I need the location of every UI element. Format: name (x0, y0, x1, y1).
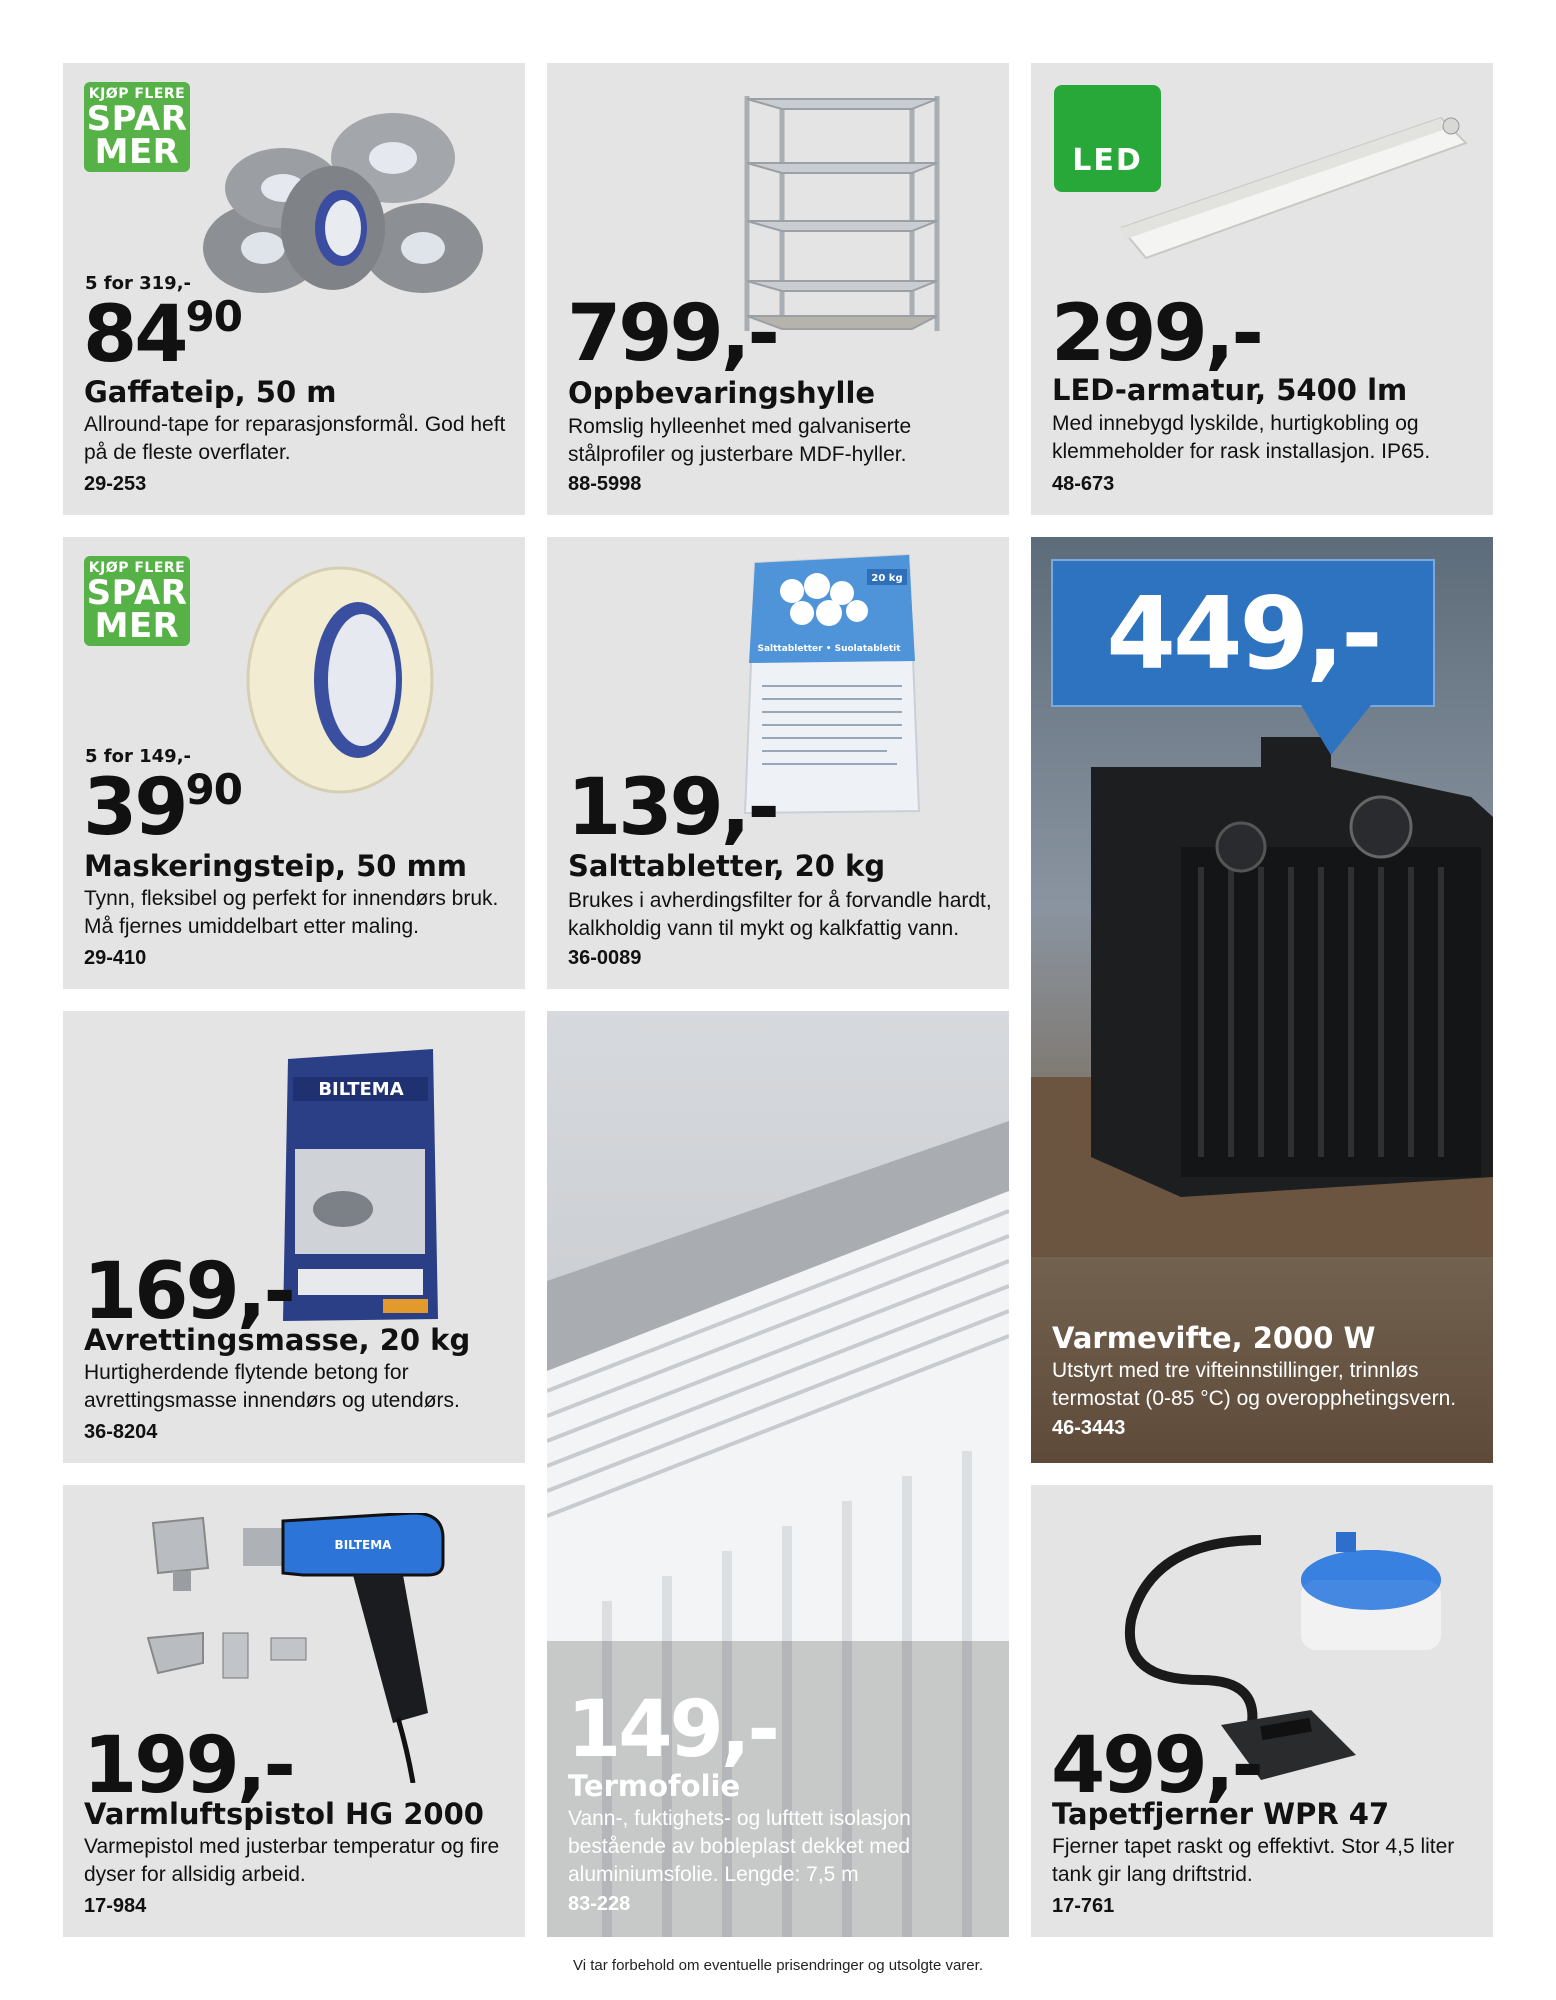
leveling-compound-bag-image (273, 1039, 443, 1329)
price: 149,- (567, 1685, 777, 1775)
price: 169,- (83, 1247, 293, 1337)
product-card-avretting[interactable] (63, 1011, 525, 1463)
product-card-salt[interactable] (547, 537, 1009, 989)
product-title: Varmluftspistol HG 2000 (84, 1797, 484, 1831)
product-title: Salttabletter, 20 kg (568, 849, 886, 883)
masking-tape-image (228, 555, 448, 795)
product-description: Brukes i avherdingsfilter for å forvandle hardt, kalkholdig vann til mykt og kalkfattig vann. (568, 889, 992, 940)
led-fixture-image (1121, 98, 1481, 278)
price: 299,- (1051, 289, 1261, 379)
price: 799,- (567, 289, 777, 379)
duct-tape-image (173, 98, 503, 298)
product-description: Vann-, fuktighets- og lufttett isolasjon bestående av bobleplast dekket med aluminiumsfolie. Lengde: 7,5 m (568, 1807, 911, 1886)
product-card-gaffateip[interactable] (63, 63, 525, 515)
svg-text:BILTEMA: BILTEMA (318, 1079, 404, 1100)
multi-buy-price: 5 for 319,- (85, 273, 192, 294)
product-title: Oppbevaringshylle (568, 376, 876, 410)
product-code: 83-228 (568, 1893, 631, 1915)
price: 139,- (567, 763, 777, 853)
product-code: 36-0089 (568, 947, 642, 969)
product-card-hylle[interactable] (547, 63, 1009, 515)
product-code: 29-410 (84, 947, 147, 969)
fan-heater-image (1031, 737, 1493, 1257)
product-code: 46-3443 (1052, 1417, 1126, 1439)
product-code: 29-253 (84, 473, 147, 495)
product-code: 17-761 (1052, 1895, 1115, 1917)
price: $84^{90}$ (83, 290, 242, 380)
buy-more-save-more-badge: KJØP FLERE SPAR MER (84, 556, 190, 646)
product-card-termofolie[interactable] (547, 1011, 1009, 1937)
buy-more-save-more-badge: KJØP FLERE SPAR MER (84, 82, 190, 172)
price: 199,- (83, 1721, 293, 1811)
product-code: 36-8204 (84, 1421, 158, 1443)
product-code: 17-984 (84, 1895, 147, 1917)
product-title: Maskeringsteip, 50 mm (84, 849, 468, 883)
product-code: 88-5998 (568, 473, 642, 495)
product-description: Varmepistol med justerbar temperatur og fire dyser for allsidig arbeid. (84, 1835, 500, 1886)
product-title: Varmevifte, 2000 W (1052, 1321, 1376, 1355)
product-description: Fjerner tapet raskt og effektivt. Stor 4,5 liter tank gir lang driftstrid. (1052, 1835, 1455, 1886)
product-title: Tapetfjerner WPR 47 (1052, 1797, 1390, 1831)
product-title: LED-armatur, 5400 lm (1052, 373, 1408, 407)
price: 499,- (1051, 1721, 1261, 1811)
product-card-varmevifte[interactable] (1031, 537, 1493, 1463)
product-card-varmluft[interactable] (63, 1485, 525, 1937)
product-title: Avrettingsmasse, 20 kg (84, 1323, 471, 1357)
product-code: 48-673 (1052, 473, 1115, 495)
price: $39^{90}$ (83, 763, 242, 853)
svg-text:BILTEMA: BILTEMA (334, 1538, 392, 1552)
product-card-maskering[interactable] (63, 537, 525, 989)
multi-buy-price: 5 for 149,- (85, 746, 192, 767)
product-description: Hurtigherdende flytende betong for avrettingsmasse innendørs og utendørs. (84, 1361, 460, 1412)
price-bubble-tail (1301, 705, 1371, 755)
svg-text:Salttabletter • Suolatabletit: Salttabletter • Suolatabletit (757, 644, 901, 654)
footer-disclaimer: Vi tar forbehold om eventuelle prisendringer og utsolgte varer. (573, 1957, 983, 1974)
product-title: Termofolie (568, 1769, 741, 1803)
svg-text:20 kg: 20 kg (871, 573, 903, 584)
price-bubble: 449,- (1051, 559, 1435, 707)
product-description: Romslig hylleenhet med galvaniserte stålprofiler og justerbare MDF-hyller. (568, 415, 912, 466)
product-description: Med innebygd lyskilde, hurtigkobling og klemmeholder for rask installasjon. IP65. (1052, 412, 1431, 463)
product-description: Utstyrt med tre vifteinnstillinger, trinnløs termostat (0-85 °C) og overopphetingsvern. (1052, 1359, 1457, 1410)
product-card-tapet[interactable] (1031, 1485, 1493, 1937)
product-description: Allround-tape for reparasjonsformål. God heft på de fleste overflater. (84, 413, 506, 464)
led-badge: LED (1054, 85, 1161, 192)
product-card-led[interactable] (1031, 63, 1493, 515)
product-title: Gaffateip, 50 m (84, 375, 337, 409)
product-description: Tynn, fleksibel og perfekt for innendørs bruk. Må fjernes umiddelbart etter maling. (84, 887, 499, 938)
